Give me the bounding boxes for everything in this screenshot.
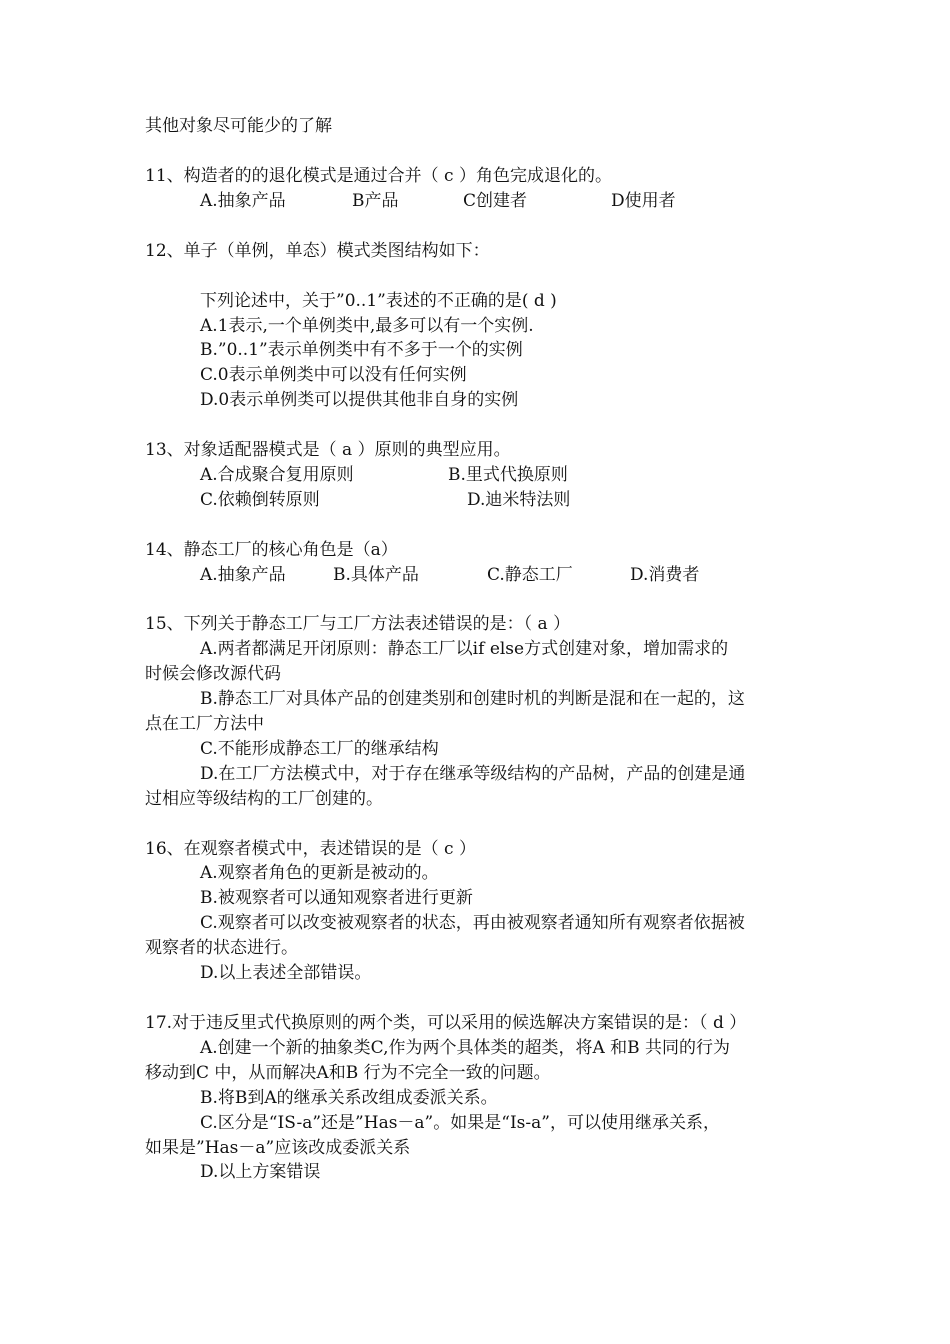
q14-option-a: A.抽象产品 [200,565,286,585]
q12-option-c: C.0表示单例类中可以没有任何实例 [200,365,467,385]
question-11: 11、构造者的的退化模式是通过合并（ c ）角色完成退化的。 [145,166,612,186]
q17-line: B.将B到A的继承关系改组成委派关系。 [200,1088,498,1108]
question-15: 15、下列关于静态工厂与工厂方法表述错误的是：（ a ） [145,614,571,634]
q15-line: A.两者都满足开闭原则：静态工厂以if else方式创建对象，增加需求的 [200,639,729,659]
q13-option-c: C.依赖倒转原则 [200,490,320,510]
q13-option-b: B.里式代换原则 [448,465,568,485]
q17-line: A.创建一个新的抽象类C,作为两个具体类的超类，将A 和B 共同的行为 [200,1038,731,1058]
q15-line: C.不能形成静态工厂的继承结构 [200,739,439,759]
question-17: 17.对于违反里式代换原则的两个类，可以采用的候选解决方案错误的是：（ d ） [145,1013,747,1033]
q11-option-a: A.抽象产品 [200,191,286,211]
q14-option-c: C.静态工厂 [487,565,573,585]
question-16: 16、在观察者模式中，表述错误的是（ c ） [145,839,476,859]
q16-line: C.观察者可以改变被观察者的状态，再由被观察者通知所有观察者依据被 [200,913,745,933]
q15-line: 点在工厂方法中 [145,714,264,734]
q17-line: 如果是”Has－a”应该改成委派关系 [145,1138,411,1158]
q16-line: B.被观察者可以通知观察者进行更新 [200,888,473,908]
q11-option-d: D使用者 [611,191,676,211]
q13-option-a: A.合成聚合复用原则 [200,465,354,485]
question-12: 12、单子（单例，单态）模式类图结构如下： [145,241,490,261]
q13-option-d: D.迪米特法则 [467,490,571,510]
q16-line: 观察者的状态进行。 [145,938,298,958]
q11-option-c: C创建者 [463,191,528,211]
q16-line: A.观察者角色的更新是被动的。 [200,863,439,883]
q17-line: 移动到C 中，从而解决A和B 行为不完全一致的问题。 [145,1063,551,1083]
q17-line: D.以上方案错误 [200,1162,321,1182]
question-14: 14、静态工厂的核心角色是（a） [145,540,398,560]
q16-line: D.以上表述全部错误。 [200,963,372,983]
question-13: 13、对象适配器模式是（ a ）原则的典型应用。 [145,440,511,460]
q17-line: C.区分是“IS-a”还是”Has－a”。如果是“Is-a”，可以使用继承关系， [200,1113,720,1133]
q12-option-b: B.”0..1”表示单例类中有不多于一个的实例 [200,340,523,360]
q15-line: 过相应等级结构的工厂创建的。 [145,789,383,809]
q15-line: 时候会修改源代码 [145,664,281,684]
q12-option-d: D.0表示单例类可以提供其他非自身的实例 [200,390,519,410]
q11-option-b: B产品 [352,191,399,211]
q12-option-a: A.1表示,一个单例类中,最多可以有一个实例. [200,316,534,336]
q14-option-d: D.消费者 [630,565,700,585]
q15-line: D.在工厂方法模式中，对于存在继承等级结构的产品树，产品的创建是通 [200,764,746,784]
intro-line: 其他对象尽可能少的了解 [145,116,332,136]
q12-stem: 下列论述中，关于”0..1”表述的不正确的是( d ) [200,291,557,311]
q14-option-b: B.具体产品 [333,565,419,585]
q15-line: B.静态工厂对具体产品的创建类别和创建时机的判断是混和在一起的，这 [200,689,745,709]
